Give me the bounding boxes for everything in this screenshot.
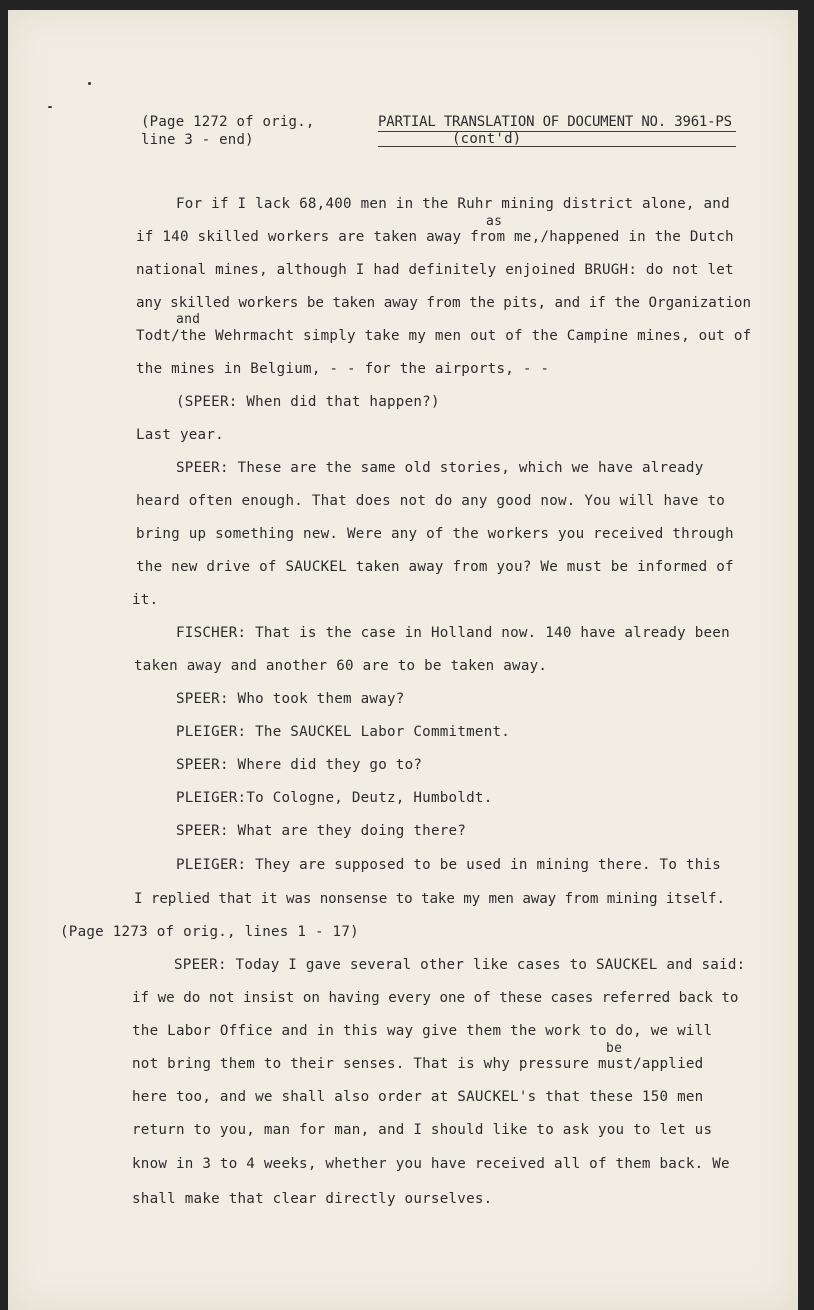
interlinear-insert: be <box>606 1041 623 1056</box>
body-line: if we do not insist on having every one of these cases referred back to <box>132 990 739 1006</box>
title-underline <box>378 131 736 132</box>
body-line: shall make that clear directly ourselves. <box>132 1191 493 1207</box>
body-line: taken away and another 60 are to be taken away. <box>134 658 548 674</box>
body-line: any skilled workers be taken away from the pits, and if the Organization <box>136 295 751 311</box>
interlinear-insert: and <box>176 312 201 327</box>
body-line: Todt/the Wehrmacht simply take my men out of the Campine mines, out of <box>136 328 752 344</box>
body-line: (SPEER: When did that happen?) <box>176 394 440 410</box>
body-line: FISCHER: That is the case in Holland now. 140 have already been <box>176 625 730 641</box>
page-reference-note: (Page 1273 of orig., lines 1 - 17) <box>60 924 359 940</box>
document-subtitle: (cont'd) <box>452 131 522 147</box>
subtitle-underline <box>378 146 736 147</box>
page-reference-line-2: line 3 - end) <box>141 132 254 148</box>
page-reference-line-1: (Page 1272 of orig., <box>141 114 315 130</box>
body-line: PLEIGER: The SAUCKEL Labor Commitment. <box>176 724 511 740</box>
document-page <box>8 10 798 1310</box>
body-line: know in 3 to 4 weeks, whether you have received all of them back. We <box>132 1156 730 1172</box>
body-line: For if I lack 68,400 men in the Ruhr mining district alone, and <box>176 196 730 212</box>
body-line: return to you, man for man, and I should like to ask you to let us <box>132 1122 713 1138</box>
body-line: SPEER: Today I gave several other like cases to SAUCKEL and said: <box>174 957 746 973</box>
interlinear-insert: as <box>486 214 503 229</box>
body-line: the Labor Office and in this way give them the work to do, we will <box>132 1023 713 1039</box>
body-line: not bring them to their senses. That is why pressure must/applied <box>132 1056 704 1072</box>
body-line: SPEER: Who took them away? <box>176 691 405 707</box>
body-line: SPEER: Where did they go to? <box>176 757 423 773</box>
body-line: if 140 skilled workers are taken away from me,/happened in the Dutch <box>136 229 734 245</box>
body-line: PLEIGER: They are supposed to be used in mining there. To this <box>176 857 722 873</box>
body-line: PLEIGER:To Cologne, Deutz, Humboldt. <box>176 790 493 806</box>
body-line: bring up something new. Were any of the workers you received through <box>136 526 734 542</box>
body-line: I replied that it was nonsense to take my men away from mining itself. <box>134 891 725 907</box>
body-line: here too, and we shall also order at SAUCKEL's that these 150 men <box>132 1089 704 1105</box>
body-line: heard often enough. That does not do any good now. You will have to <box>136 493 726 509</box>
document-title: PARTIAL TRANSLATION OF DOCUMENT NO. 3961-PS <box>378 114 732 130</box>
body-line: Last year. <box>136 427 224 443</box>
paper-speck <box>48 106 52 108</box>
body-line: SPEER: These are the same old stories, which we have already <box>176 460 704 476</box>
body-line: it. <box>132 592 159 608</box>
body-line: national mines, although I had definitely enjoined BRUGH: do not let <box>136 262 734 278</box>
body-line: the mines in Belgium, - - for the airports, - - <box>136 361 550 377</box>
body-line: the new drive of SAUCKEL taken away from you? We must be informed of <box>136 559 734 575</box>
paper-speck <box>88 82 91 85</box>
body-line: SPEER: What are they doing there? <box>176 823 467 839</box>
